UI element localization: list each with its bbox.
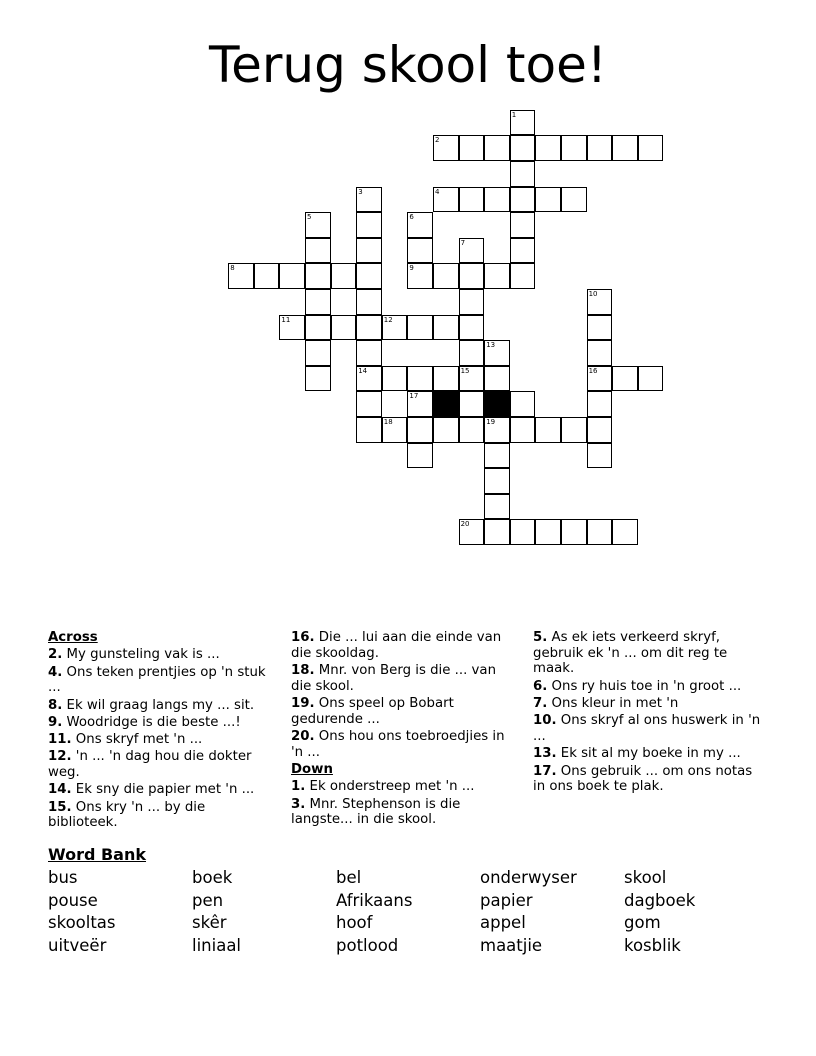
grid-cell[interactable]	[561, 135, 587, 161]
grid-cell[interactable]	[510, 187, 536, 213]
word-bank-word: pen	[192, 890, 224, 910]
grid-cell[interactable]	[459, 315, 485, 341]
cell-number: 15	[460, 366, 470, 375]
clue-number: 1.	[291, 779, 306, 795]
cell-number: 19	[486, 418, 496, 426]
grid-cell[interactable]	[638, 366, 664, 392]
grid-cell[interactable]	[587, 366, 613, 392]
grid-cell[interactable]	[587, 443, 613, 469]
cell-number: 18	[383, 418, 393, 426]
word-bank-word: dagboek	[624, 890, 696, 910]
grid-cell[interactable]	[382, 417, 408, 443]
down-heading: Down	[291, 762, 333, 777]
grid-cell[interactable]	[433, 135, 459, 161]
grid-cell[interactable]	[356, 238, 382, 264]
word-bank-word: skooltas	[48, 913, 116, 933]
grid-cell[interactable]	[305, 289, 331, 315]
clue-number: 16.	[291, 630, 315, 645]
clue-number: 2.	[48, 647, 63, 663]
cell-number: 12	[383, 315, 393, 324]
grid-cell[interactable]	[305, 315, 331, 341]
across-clue	[48, 749, 273, 780]
grid-cell[interactable]	[382, 366, 408, 392]
grid-cell[interactable]	[587, 289, 613, 315]
cell-number: 17	[409, 392, 419, 401]
grid-cell[interactable]	[305, 212, 331, 238]
word-bank-word: potlood	[336, 936, 399, 956]
cell-number: 13	[486, 341, 496, 350]
grid-cell[interactable]	[587, 315, 613, 341]
grid-cell[interactable]	[433, 366, 459, 392]
clue-number: 10.	[533, 713, 557, 729]
clue-number: 20.	[291, 729, 315, 744]
word-bank-word: skêr	[192, 913, 227, 933]
cell-number: 4	[435, 187, 440, 196]
across-clue	[291, 663, 519, 694]
cell-number: 6	[409, 213, 414, 222]
word-bank-word: pouse	[48, 890, 98, 910]
grid-cell[interactable]	[459, 289, 485, 315]
grid-cell[interactable]	[407, 315, 433, 341]
grid-cell[interactable]	[305, 366, 331, 392]
grid-cell[interactable]	[484, 494, 510, 520]
clue-number: 15.	[48, 799, 72, 815]
across-clue	[291, 729, 519, 760]
cell-number: 16	[588, 366, 598, 375]
grid-cell[interactable]	[459, 187, 485, 213]
grid-cell[interactable]	[484, 187, 510, 213]
grid-cell[interactable]	[535, 187, 561, 213]
grid-cell[interactable]	[305, 238, 331, 264]
grid-cell[interactable]	[356, 289, 382, 315]
grid-cell-blocked	[433, 391, 459, 417]
down-clue	[533, 696, 765, 712]
grid-cell[interactable]	[510, 212, 536, 238]
clue-text: Ek sny die papier met 'n ...	[75, 782, 255, 798]
clue-text: Ons ry huis toe in 'n groot ...	[551, 678, 742, 694]
grid-cell[interactable]	[356, 391, 382, 417]
grid-cell[interactable]	[331, 263, 357, 289]
grid-cell[interactable]	[407, 417, 433, 443]
down-clue	[533, 679, 765, 695]
clue-text: Mnr. Stephenson is die langste... in die skool.	[291, 796, 461, 828]
clue-text: Ek wil graag langs my ... sit.	[66, 697, 255, 713]
word-bank-word: bel	[336, 868, 362, 887]
cell-number: 5	[307, 213, 312, 222]
clue-text: Ons skryf met 'n ...	[75, 732, 203, 748]
down-clue	[291, 779, 519, 795]
word-bank-word: gom	[624, 913, 661, 933]
clue-text: Ons skryf al ons huswerk in 'n ...	[533, 713, 761, 744]
clue-number: 6.	[533, 678, 548, 694]
grid-cell[interactable]	[587, 135, 613, 161]
grid-cell[interactable]	[612, 366, 638, 392]
grid-cell[interactable]	[356, 187, 382, 213]
grid-cell[interactable]	[356, 212, 382, 238]
clue-text: Mnr. von Berg is die ... van die skool.	[291, 663, 496, 694]
grid-cell[interactable]	[459, 340, 485, 366]
grid-cell[interactable]	[305, 340, 331, 366]
clue-number: 18.	[291, 663, 315, 678]
grid-cell[interactable]	[459, 417, 485, 443]
down-clue	[533, 630, 765, 677]
grid-cell[interactable]	[407, 391, 433, 417]
word-bank-word: hoof	[336, 913, 373, 933]
word-bank-word: uitveër	[48, 936, 107, 956]
cell-number: 10	[588, 290, 598, 298]
grid-cell[interactable]	[407, 263, 433, 289]
grid-cell[interactable]	[510, 110, 536, 136]
across-heading: Across	[48, 630, 98, 645]
clue-text: Ek onderstreep met 'n ...	[309, 779, 475, 795]
grid-cell-blocked	[484, 391, 510, 417]
grid-cell[interactable]	[433, 315, 459, 341]
across-clue	[48, 715, 273, 731]
grid-cell[interactable]	[561, 519, 587, 545]
clue-text: Ons speel op Bobart gedurende ...	[291, 696, 454, 727]
clue-text: As ek iets verkeerd skryf, gebruik ek 'n ... om dit reg te maak.	[533, 630, 728, 677]
across-clue	[48, 782, 273, 798]
grid-cell[interactable]	[459, 366, 485, 392]
grid-cell[interactable]	[484, 366, 510, 392]
grid-cell[interactable]	[612, 519, 638, 545]
clue-number: 3.	[291, 796, 306, 812]
across-clue	[48, 698, 273, 714]
grid-cell[interactable]	[407, 238, 433, 264]
clue-text: Ons kleur in met 'n	[551, 696, 679, 711]
clue-column-1	[48, 630, 273, 833]
grid-cell[interactable]	[561, 417, 587, 443]
across-clue	[291, 696, 519, 727]
word-bank-title: Word Bank	[48, 845, 147, 864]
grid-cell[interactable]	[587, 340, 613, 366]
grid-cell[interactable]	[433, 263, 459, 289]
grid-cell[interactable]	[459, 238, 485, 264]
grid-cell[interactable]	[459, 519, 485, 545]
across-clue	[48, 732, 273, 748]
cell-number: 2	[435, 136, 440, 145]
grid-cell[interactable]	[459, 263, 485, 289]
word-bank-word: boek	[192, 868, 233, 887]
grid-cell[interactable]	[612, 135, 638, 161]
clue-column-2	[291, 630, 519, 830]
clue-number: 11.	[48, 732, 72, 748]
cell-number: 11	[281, 315, 291, 324]
clue-number: 17.	[533, 763, 557, 779]
grid-cell[interactable]	[484, 263, 510, 289]
clue-number: 7.	[533, 696, 548, 711]
cell-number: 7	[460, 238, 466, 247]
grid-cell[interactable]	[279, 315, 305, 341]
page-title: Terug skool toe!	[209, 36, 607, 94]
across-clue	[48, 800, 273, 831]
clue-number: 5.	[533, 630, 548, 645]
grid-cell[interactable]	[484, 417, 510, 443]
grid-cell[interactable]	[254, 263, 280, 289]
clue-text: 'n ... 'n dag hou die dokter weg.	[48, 749, 252, 781]
down-clue	[533, 764, 765, 795]
clue-number: 14.	[48, 782, 72, 798]
clue-text: Ons gebruik ... om ons notas in ons boek te plak.	[533, 763, 753, 795]
word-bank-word: kosblik	[624, 936, 681, 956]
word-bank-word: liniaal	[192, 936, 242, 956]
grid-cell[interactable]	[510, 161, 536, 187]
across-clue	[48, 665, 273, 696]
grid-cell[interactable]	[331, 315, 357, 341]
across-clue	[48, 647, 273, 663]
grid-cell[interactable]	[484, 340, 510, 366]
grid-cell[interactable]	[382, 315, 408, 341]
grid-cell[interactable]	[356, 417, 382, 443]
grid-cell[interactable]	[484, 519, 510, 545]
grid-cell[interactable]	[459, 135, 485, 161]
word-bank-word: papier	[480, 890, 533, 910]
cell-number: 9	[409, 264, 414, 273]
grid-cell[interactable]	[279, 263, 305, 289]
grid-cell[interactable]	[356, 263, 382, 289]
grid-cell[interactable]	[356, 366, 382, 392]
down-clue	[533, 746, 765, 762]
grid-cell[interactable]	[510, 238, 536, 264]
grid-cell[interactable]	[484, 443, 510, 469]
clue-number: 8.	[48, 697, 63, 713]
grid-cell[interactable]	[407, 212, 433, 238]
clue-number: 13.	[533, 746, 557, 762]
clue-text: Die ... lui aan die einde van die skooldag.	[291, 630, 502, 661]
word-bank-word: bus	[48, 868, 78, 887]
clue-text: Ek sit al my boeke in my ...	[560, 746, 741, 762]
grid-cell[interactable]	[510, 135, 536, 161]
grid-cell[interactable]	[484, 135, 510, 161]
grid-cell[interactable]	[587, 519, 613, 545]
grid-cell[interactable]	[433, 417, 459, 443]
grid-cell[interactable]	[587, 391, 613, 417]
down-clue	[533, 713, 765, 744]
cell-number: 8	[230, 264, 235, 273]
down-clue	[291, 797, 519, 828]
grid-cell[interactable]	[535, 417, 561, 443]
grid-cell[interactable]	[228, 263, 254, 289]
grid-cell[interactable]	[561, 187, 587, 213]
grid-cell[interactable]	[535, 519, 561, 545]
grid-cell[interactable]	[510, 417, 536, 443]
grid-cell[interactable]	[433, 187, 459, 213]
grid-cell[interactable]	[459, 391, 485, 417]
clue-number: 9.	[48, 714, 63, 730]
clue-number: 19.	[291, 696, 315, 711]
clue-text: Ons hou ons toebroedjies in 'n ...	[291, 729, 505, 760]
clue-column-3	[533, 630, 765, 797]
word-bank-word: Afrikaans	[336, 890, 413, 910]
clue-number: 4.	[48, 664, 63, 680]
clue-text: My gunsteling vak is ...	[66, 647, 220, 663]
grid-cell[interactable]	[356, 315, 382, 341]
word-bank-word: skool	[624, 868, 667, 887]
grid-cell[interactable]	[510, 263, 536, 289]
word-bank-word: maatjie	[480, 936, 543, 956]
grid-cell[interactable]	[510, 391, 536, 417]
clue-text: Ons kry 'n ... by die biblioteek.	[48, 799, 206, 831]
clue-number: 12.	[48, 749, 72, 765]
grid-cell[interactable]	[484, 468, 510, 494]
cell-number: 1	[511, 110, 517, 119]
grid-cell[interactable]	[407, 443, 433, 469]
word-bank-word: appel	[480, 913, 526, 933]
grid-cell[interactable]	[587, 417, 613, 443]
clue-text: Woodridge is die beste ...!	[66, 714, 241, 730]
grid-cell[interactable]	[638, 135, 664, 161]
word-bank-word: onderwyser	[480, 868, 577, 887]
cell-number: 14	[358, 366, 368, 375]
grid-cell[interactable]	[305, 263, 331, 289]
grid-cell[interactable]	[510, 519, 536, 545]
grid-cell[interactable]	[535, 135, 561, 161]
clue-text: Ons teken prentjies op 'n stuk ...	[48, 664, 266, 696]
cell-number: 3	[358, 187, 363, 196]
grid-cell[interactable]	[407, 366, 433, 392]
across-clue	[291, 630, 519, 661]
cell-number: 20	[460, 520, 470, 529]
grid-cell[interactable]	[356, 340, 382, 366]
